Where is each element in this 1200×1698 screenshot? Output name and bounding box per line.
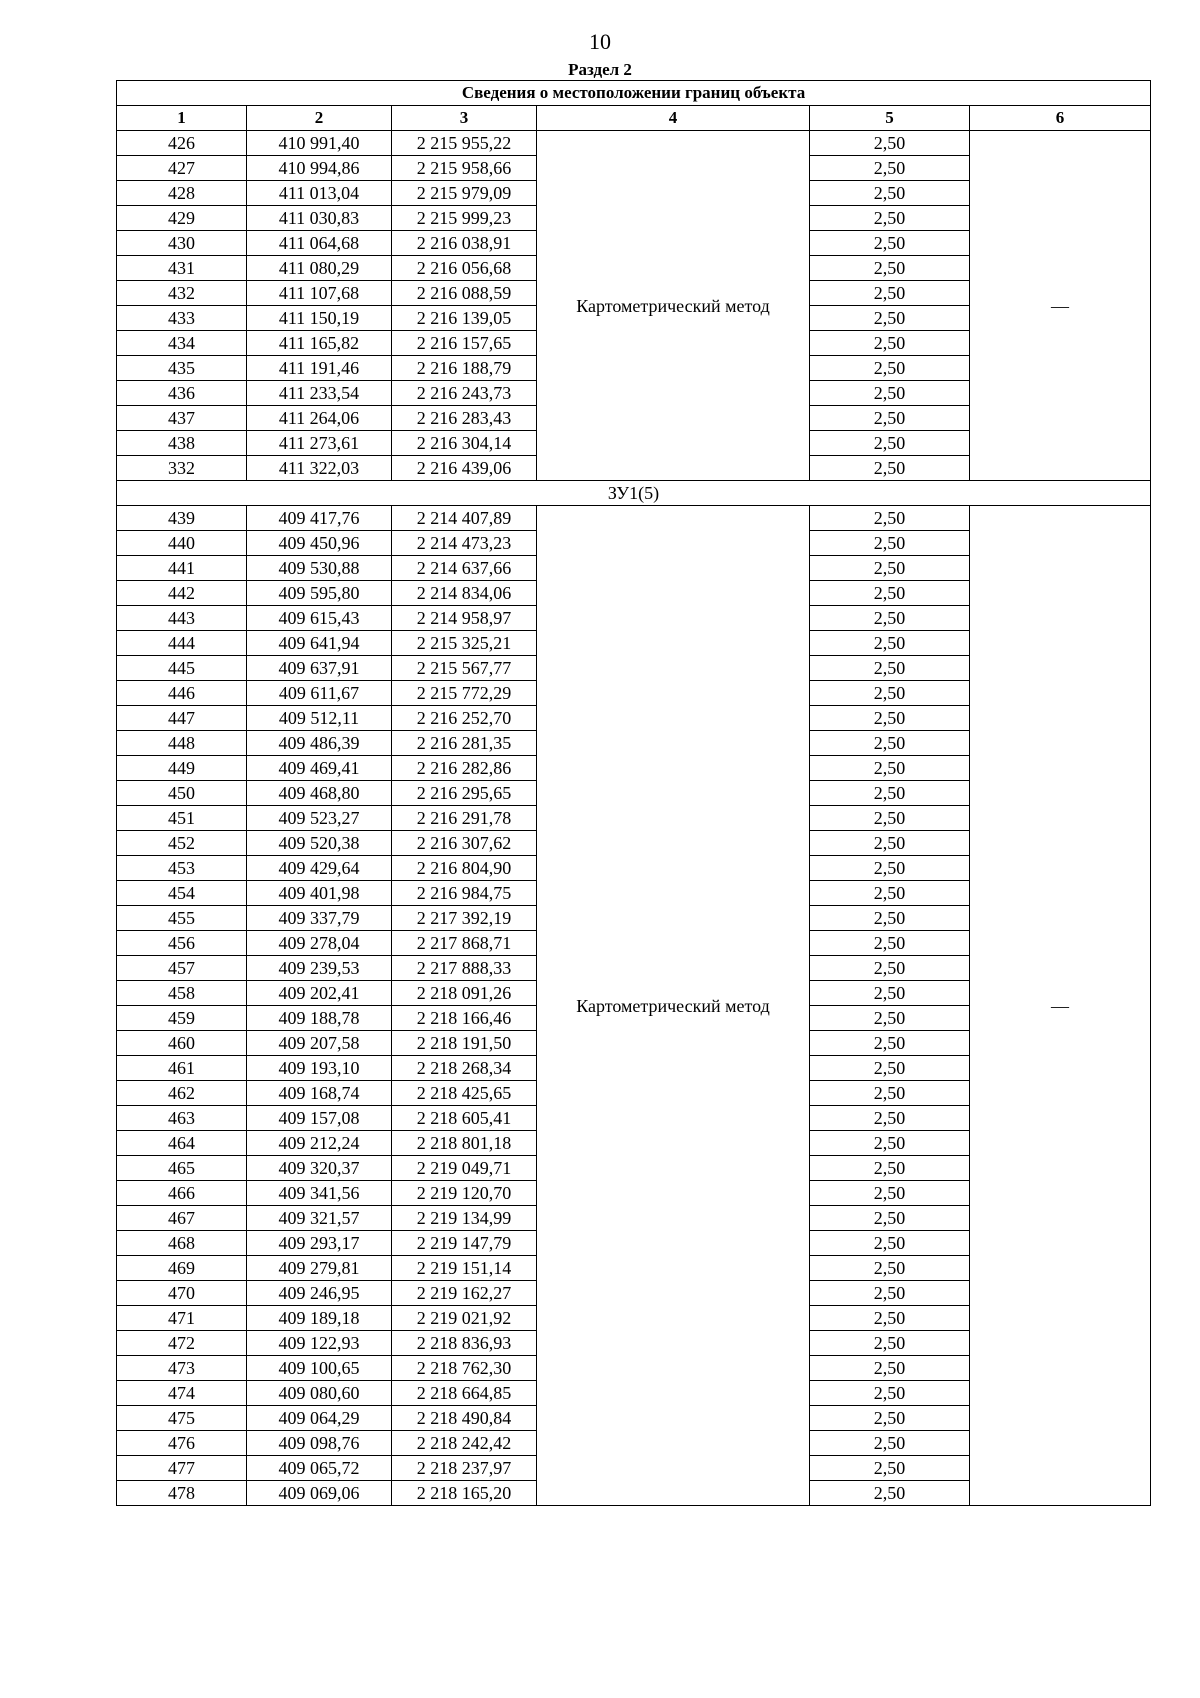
x-coordinate-cell: 409 065,72 — [247, 1456, 392, 1481]
y-coordinate-cell: 2 217 868,71 — [392, 931, 537, 956]
y-coordinate-cell: 2 218 242,42 — [392, 1431, 537, 1456]
x-coordinate-cell: 409 637,91 — [247, 656, 392, 681]
accuracy-cell: 2,50 — [810, 706, 970, 731]
accuracy-cell: 2,50 — [810, 406, 970, 431]
y-coordinate-cell: 2 218 191,50 — [392, 1031, 537, 1056]
accuracy-cell: 2,50 — [810, 906, 970, 931]
column-header: 2 — [247, 106, 392, 131]
accuracy-cell: 2,50 — [810, 631, 970, 656]
x-coordinate-cell: 409 530,88 — [247, 556, 392, 581]
y-coordinate-cell: 2 216 056,68 — [392, 256, 537, 281]
x-coordinate-cell: 409 615,43 — [247, 606, 392, 631]
y-coordinate-cell: 2 217 888,33 — [392, 956, 537, 981]
point-number-cell: 455 — [117, 906, 247, 931]
x-coordinate-cell: 411 273,61 — [247, 431, 392, 456]
y-coordinate-cell: 2 219 147,79 — [392, 1231, 537, 1256]
x-coordinate-cell: 409 122,93 — [247, 1331, 392, 1356]
accuracy-cell: 2,50 — [810, 506, 970, 531]
accuracy-cell: 2,50 — [810, 281, 970, 306]
x-coordinate-cell: 409 188,78 — [247, 1006, 392, 1031]
x-coordinate-cell: 409 100,65 — [247, 1356, 392, 1381]
y-coordinate-cell: 2 216 804,90 — [392, 856, 537, 881]
x-coordinate-cell: 411 191,46 — [247, 356, 392, 381]
x-coordinate-cell: 409 080,60 — [247, 1381, 392, 1406]
accuracy-cell: 2,50 — [810, 756, 970, 781]
x-coordinate-cell: 411 030,83 — [247, 206, 392, 231]
point-number-cell: 428 — [117, 181, 247, 206]
point-number-cell: 452 — [117, 831, 247, 856]
y-coordinate-cell: 2 214 473,23 — [392, 531, 537, 556]
y-coordinate-cell: 2 218 605,41 — [392, 1106, 537, 1131]
y-coordinate-cell: 2 216 139,05 — [392, 306, 537, 331]
point-number-cell: 458 — [117, 981, 247, 1006]
x-coordinate-cell: 409 417,76 — [247, 506, 392, 531]
point-number-cell: 429 — [117, 206, 247, 231]
point-number-cell: 463 — [117, 1106, 247, 1131]
y-coordinate-cell: 2 216 282,86 — [392, 756, 537, 781]
accuracy-cell: 2,50 — [810, 556, 970, 581]
group-label: ЗУ1(5) — [117, 481, 1151, 506]
section-title: Раздел 2 — [568, 60, 632, 79]
x-coordinate-cell: 409 202,41 — [247, 981, 392, 1006]
method-cell: Картометрический метод — [537, 506, 810, 1506]
group-label-row — [117, 481, 1151, 506]
accuracy-cell: 2,50 — [810, 856, 970, 881]
y-coordinate-cell: 2 218 801,18 — [392, 1131, 537, 1156]
column-6-cell: — — [970, 506, 1151, 1506]
accuracy-cell: 2,50 — [810, 956, 970, 981]
point-number-cell: 444 — [117, 631, 247, 656]
y-coordinate-cell: 2 218 425,65 — [392, 1081, 537, 1106]
accuracy-cell: 2,50 — [810, 681, 970, 706]
accuracy-cell: 2,50 — [810, 656, 970, 681]
y-coordinate-cell: 2 219 162,27 — [392, 1281, 537, 1306]
y-coordinate-cell: 2 218 836,93 — [392, 1331, 537, 1356]
table-caption: Сведения о местоположении границ объекта — [117, 81, 1151, 106]
point-number-cell: 453 — [117, 856, 247, 881]
x-coordinate-cell: 409 429,64 — [247, 856, 392, 881]
point-number-cell: 473 — [117, 1356, 247, 1381]
accuracy-cell: 2,50 — [810, 1081, 970, 1106]
x-coordinate-cell: 409 520,38 — [247, 831, 392, 856]
point-number-cell: 447 — [117, 706, 247, 731]
y-coordinate-cell: 2 216 304,14 — [392, 431, 537, 456]
column-header: 3 — [392, 106, 537, 131]
accuracy-cell: 2,50 — [810, 331, 970, 356]
accuracy-cell: 2,50 — [810, 1106, 970, 1131]
accuracy-cell: 2,50 — [810, 131, 970, 156]
y-coordinate-cell: 2 215 979,09 — [392, 181, 537, 206]
x-coordinate-cell: 411 107,68 — [247, 281, 392, 306]
accuracy-cell: 2,50 — [810, 181, 970, 206]
x-coordinate-cell: 409 337,79 — [247, 906, 392, 931]
y-coordinate-cell: 2 215 955,22 — [392, 131, 537, 156]
x-coordinate-cell: 409 278,04 — [247, 931, 392, 956]
point-number-cell: 426 — [117, 131, 247, 156]
x-coordinate-cell: 409 279,81 — [247, 1256, 392, 1281]
y-coordinate-cell: 2 214 637,66 — [392, 556, 537, 581]
y-coordinate-cell: 2 219 151,14 — [392, 1256, 537, 1281]
accuracy-cell: 2,50 — [810, 1281, 970, 1306]
accuracy-cell: 2,50 — [810, 531, 970, 556]
y-coordinate-cell: 2 218 166,46 — [392, 1006, 537, 1031]
y-coordinate-cell: 2 218 237,97 — [392, 1456, 537, 1481]
point-number-cell: 427 — [117, 156, 247, 181]
column-header: 1 — [117, 106, 247, 131]
x-coordinate-cell: 411 064,68 — [247, 231, 392, 256]
point-number-cell: 474 — [117, 1381, 247, 1406]
point-number-cell: 449 — [117, 756, 247, 781]
point-number-cell: 432 — [117, 281, 247, 306]
x-coordinate-cell: 411 150,19 — [247, 306, 392, 331]
accuracy-cell: 2,50 — [810, 1056, 970, 1081]
x-coordinate-cell: 409 157,08 — [247, 1106, 392, 1131]
point-number-cell: 469 — [117, 1256, 247, 1281]
point-number-cell: 467 — [117, 1206, 247, 1231]
x-coordinate-cell: 409 341,56 — [247, 1181, 392, 1206]
point-number-cell: 460 — [117, 1031, 247, 1056]
x-coordinate-cell: 411 322,03 — [247, 456, 392, 481]
point-number-cell: 430 — [117, 231, 247, 256]
y-coordinate-cell: 2 217 392,19 — [392, 906, 537, 931]
accuracy-cell: 2,50 — [810, 1256, 970, 1281]
accuracy-cell: 2,50 — [810, 306, 970, 331]
accuracy-cell: 2,50 — [810, 806, 970, 831]
y-coordinate-cell: 2 216 291,78 — [392, 806, 537, 831]
accuracy-cell: 2,50 — [810, 1331, 970, 1356]
y-coordinate-cell: 2 216 295,65 — [392, 781, 537, 806]
y-coordinate-cell: 2 216 252,70 — [392, 706, 537, 731]
column-header: 6 — [970, 106, 1151, 131]
y-coordinate-cell: 2 218 091,26 — [392, 981, 537, 1006]
point-number-cell: 459 — [117, 1006, 247, 1031]
table-caption-row — [117, 81, 1151, 106]
y-coordinate-cell: 2 216 188,79 — [392, 356, 537, 381]
y-coordinate-cell: 2 218 664,85 — [392, 1381, 537, 1406]
accuracy-cell: 2,50 — [810, 1006, 970, 1031]
accuracy-cell: 2,50 — [810, 1306, 970, 1331]
accuracy-cell: 2,50 — [810, 231, 970, 256]
x-coordinate-cell: 409 523,27 — [247, 806, 392, 831]
accuracy-cell: 2,50 — [810, 456, 970, 481]
page-number: 10 — [589, 29, 611, 54]
y-coordinate-cell: 2 216 283,43 — [392, 406, 537, 431]
accuracy-cell: 2,50 — [810, 1381, 970, 1406]
accuracy-cell: 2,50 — [810, 206, 970, 231]
point-number-cell: 468 — [117, 1231, 247, 1256]
point-number-cell: 466 — [117, 1181, 247, 1206]
point-number-cell: 465 — [117, 1156, 247, 1181]
accuracy-cell: 2,50 — [810, 1406, 970, 1431]
x-coordinate-cell: 409 401,98 — [247, 881, 392, 906]
point-number-cell: 462 — [117, 1081, 247, 1106]
point-number-cell: 475 — [117, 1406, 247, 1431]
y-coordinate-cell: 2 216 038,91 — [392, 231, 537, 256]
point-number-cell: 464 — [117, 1131, 247, 1156]
point-number-cell: 478 — [117, 1481, 247, 1506]
point-number-cell: 433 — [117, 306, 247, 331]
point-number-cell: 439 — [117, 506, 247, 531]
point-number-cell: 435 — [117, 356, 247, 381]
point-number-cell: 445 — [117, 656, 247, 681]
y-coordinate-cell: 2 215 999,23 — [392, 206, 537, 231]
x-coordinate-cell: 409 293,17 — [247, 1231, 392, 1256]
y-coordinate-cell: 2 216 281,35 — [392, 731, 537, 756]
x-coordinate-cell: 409 239,53 — [247, 956, 392, 981]
point-number-cell: 451 — [117, 806, 247, 831]
y-coordinate-cell: 2 218 268,34 — [392, 1056, 537, 1081]
x-coordinate-cell: 409 469,41 — [247, 756, 392, 781]
table-header-row — [117, 106, 1151, 131]
x-coordinate-cell: 409 486,39 — [247, 731, 392, 756]
y-coordinate-cell: 2 214 407,89 — [392, 506, 537, 531]
x-coordinate-cell: 411 080,29 — [247, 256, 392, 281]
column-header: 4 — [537, 106, 810, 131]
table-row — [117, 131, 1151, 156]
point-number-cell: 457 — [117, 956, 247, 981]
y-coordinate-cell: 2 214 834,06 — [392, 581, 537, 606]
column-6-cell: — — [970, 131, 1151, 481]
x-coordinate-cell: 410 994,86 — [247, 156, 392, 181]
x-coordinate-cell: 409 098,76 — [247, 1431, 392, 1456]
accuracy-cell: 2,50 — [810, 606, 970, 631]
y-coordinate-cell: 2 219 021,92 — [392, 1306, 537, 1331]
y-coordinate-cell: 2 219 134,99 — [392, 1206, 537, 1231]
x-coordinate-cell: 409 450,96 — [247, 531, 392, 556]
accuracy-cell: 2,50 — [810, 781, 970, 806]
accuracy-cell: 2,50 — [810, 1456, 970, 1481]
accuracy-cell: 2,50 — [810, 356, 970, 381]
x-coordinate-cell: 409 321,57 — [247, 1206, 392, 1231]
x-coordinate-cell: 409 512,11 — [247, 706, 392, 731]
x-coordinate-cell: 409 468,80 — [247, 781, 392, 806]
y-coordinate-cell: 2 218 490,84 — [392, 1406, 537, 1431]
accuracy-cell: 2,50 — [810, 1431, 970, 1456]
accuracy-cell: 2,50 — [810, 931, 970, 956]
accuracy-cell: 2,50 — [810, 156, 970, 181]
x-coordinate-cell: 411 165,82 — [247, 331, 392, 356]
method-cell: Картометрический метод — [537, 131, 810, 481]
accuracy-cell: 2,50 — [810, 381, 970, 406]
x-coordinate-cell: 409 064,29 — [247, 1406, 392, 1431]
point-number-cell: 472 — [117, 1331, 247, 1356]
y-coordinate-cell: 2 218 762,30 — [392, 1356, 537, 1381]
y-coordinate-cell: 2 215 772,29 — [392, 681, 537, 706]
y-coordinate-cell: 2 216 243,73 — [392, 381, 537, 406]
point-number-cell: 436 — [117, 381, 247, 406]
point-number-cell: 476 — [117, 1431, 247, 1456]
x-coordinate-cell: 409 320,37 — [247, 1156, 392, 1181]
point-number-cell: 438 — [117, 431, 247, 456]
accuracy-cell: 2,50 — [810, 1356, 970, 1381]
y-coordinate-cell: 2 216 439,06 — [392, 456, 537, 481]
x-coordinate-cell: 409 641,94 — [247, 631, 392, 656]
table-body — [117, 131, 1151, 1506]
point-number-cell: 461 — [117, 1056, 247, 1081]
y-coordinate-cell: 2 216 307,62 — [392, 831, 537, 856]
y-coordinate-cell: 2 219 049,71 — [392, 1156, 537, 1181]
y-coordinate-cell: 2 219 120,70 — [392, 1181, 537, 1206]
point-number-cell: 448 — [117, 731, 247, 756]
x-coordinate-cell: 409 246,95 — [247, 1281, 392, 1306]
accuracy-cell: 2,50 — [810, 981, 970, 1006]
point-number-cell: 440 — [117, 531, 247, 556]
y-coordinate-cell: 2 215 958,66 — [392, 156, 537, 181]
point-number-cell: 446 — [117, 681, 247, 706]
point-number-cell: 443 — [117, 606, 247, 631]
y-coordinate-cell: 2 214 958,97 — [392, 606, 537, 631]
table-row — [117, 506, 1151, 531]
accuracy-cell: 2,50 — [810, 1181, 970, 1206]
accuracy-cell: 2,50 — [810, 1231, 970, 1256]
point-number-cell: 437 — [117, 406, 247, 431]
point-number-cell: 431 — [117, 256, 247, 281]
y-coordinate-cell: 2 216 984,75 — [392, 881, 537, 906]
boundary-coordinates-table — [116, 80, 1151, 1506]
x-coordinate-cell: 411 233,54 — [247, 381, 392, 406]
accuracy-cell: 2,50 — [810, 1156, 970, 1181]
x-coordinate-cell: 411 013,04 — [247, 181, 392, 206]
x-coordinate-cell: 409 193,10 — [247, 1056, 392, 1081]
point-number-cell: 477 — [117, 1456, 247, 1481]
accuracy-cell: 2,50 — [810, 881, 970, 906]
point-number-cell: 434 — [117, 331, 247, 356]
x-coordinate-cell: 409 611,67 — [247, 681, 392, 706]
accuracy-cell: 2,50 — [810, 256, 970, 281]
accuracy-cell: 2,50 — [810, 1206, 970, 1231]
accuracy-cell: 2,50 — [810, 731, 970, 756]
x-coordinate-cell: 409 595,80 — [247, 581, 392, 606]
point-number-cell: 450 — [117, 781, 247, 806]
x-coordinate-cell: 409 207,58 — [247, 1031, 392, 1056]
column-header: 5 — [810, 106, 970, 131]
x-coordinate-cell: 409 069,06 — [247, 1481, 392, 1506]
point-number-cell: 454 — [117, 881, 247, 906]
accuracy-cell: 2,50 — [810, 1481, 970, 1506]
point-number-cell: 441 — [117, 556, 247, 581]
accuracy-cell: 2,50 — [810, 1131, 970, 1156]
y-coordinate-cell: 2 215 567,77 — [392, 656, 537, 681]
accuracy-cell: 2,50 — [810, 831, 970, 856]
x-coordinate-cell: 409 189,18 — [247, 1306, 392, 1331]
point-number-cell: 442 — [117, 581, 247, 606]
y-coordinate-cell: 2 216 157,65 — [392, 331, 537, 356]
y-coordinate-cell: 2 215 325,21 — [392, 631, 537, 656]
x-coordinate-cell: 410 991,40 — [247, 131, 392, 156]
y-coordinate-cell: 2 216 088,59 — [392, 281, 537, 306]
accuracy-cell: 2,50 — [810, 431, 970, 456]
point-number-cell: 332 — [117, 456, 247, 481]
y-coordinate-cell: 2 218 165,20 — [392, 1481, 537, 1506]
accuracy-cell: 2,50 — [810, 1031, 970, 1056]
point-number-cell: 471 — [117, 1306, 247, 1331]
x-coordinate-cell: 411 264,06 — [247, 406, 392, 431]
x-coordinate-cell: 409 168,74 — [247, 1081, 392, 1106]
accuracy-cell: 2,50 — [810, 581, 970, 606]
point-number-cell: 470 — [117, 1281, 247, 1306]
x-coordinate-cell: 409 212,24 — [247, 1131, 392, 1156]
point-number-cell: 456 — [117, 931, 247, 956]
